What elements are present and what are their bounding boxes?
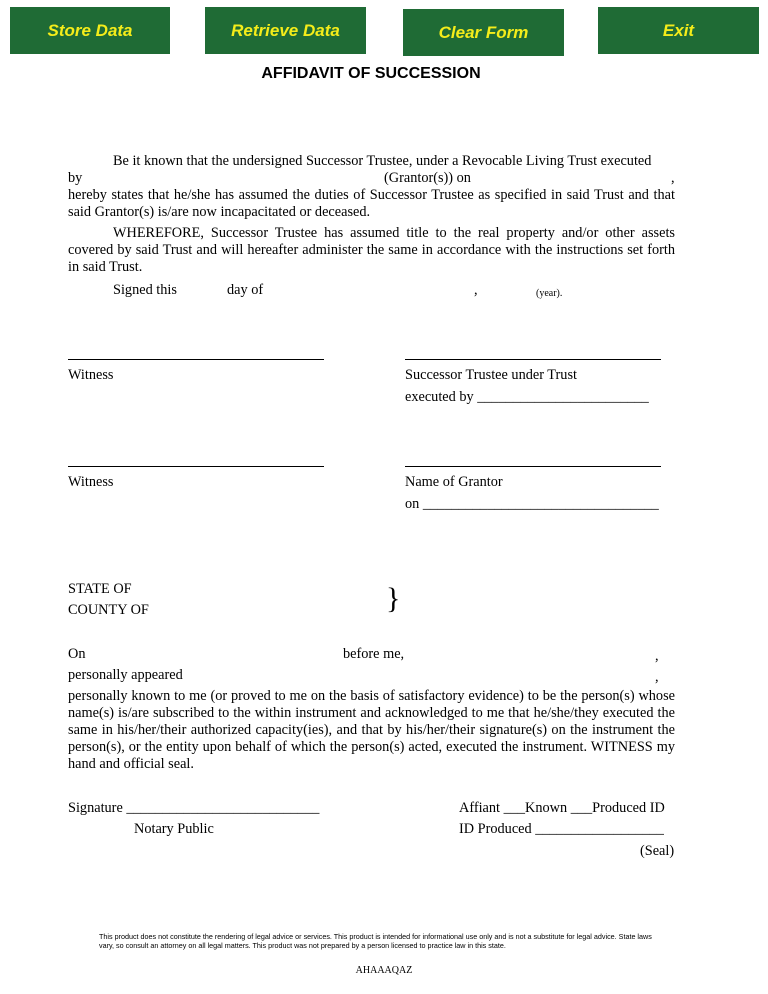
- on-label: On: [68, 646, 86, 662]
- p1-comma: ,: [671, 170, 675, 186]
- appeared-comma: ,: [655, 669, 659, 685]
- name-of-grantor-label: Name of Grantor: [405, 474, 503, 490]
- p1-rest: hereby states that he/she has assumed the duties of Successor Trustee as specified in said Trust and that said Grantor(s) is/are now incapacitated or deceased.: [68, 187, 675, 220]
- grantor-on-field: on _________________________________: [405, 496, 659, 512]
- day-of: day of: [227, 282, 264, 298]
- retrieve-data-button[interactable]: Retrieve Data: [205, 7, 366, 54]
- p2-wherefore: WHEREFORE, Successor Trustee has assumed title to the real property and/or other assets covered by said Trust and will hereafter administer the same in accordance with the instructions set forth in said Trust.: [68, 225, 675, 275]
- year-label: (year).: [536, 288, 563, 299]
- exit-button[interactable]: Exit: [598, 7, 759, 54]
- state-of-label: STATE OF: [68, 581, 132, 597]
- notary-public-label: Notary Public: [134, 821, 214, 837]
- p3-acknowledgment: personally known to me (or proved to me on the basis of satisfactory evidence) to be the person(s) whose name(s) is/are subscribed to the within instrument and acknowledged to me that he/she/they executed the same in his/her/their authorized capacity(ies), and that by his/her/their signature(s) on the instrument the person(s), or the entity upon behalf of which the person(s) acted, executed the instrument. WITNESS my hand and official seal.: [68, 688, 675, 772]
- county-of-label: COUNTY OF: [68, 602, 149, 618]
- affiant-field: Affiant ___Known ___Produced ID: [459, 800, 665, 816]
- form-code: AHAAAQAZ: [355, 965, 413, 976]
- legal-disclaimer: This product does not constitute the rendering of legal advice or services. This product is intended for informational use only and is not a substitute for legal advice. State laws vary, so consult an attorney on all legal matters. This product was not prepared by a person licensed to practice law in this state.: [99, 932, 652, 950]
- seal-label: (Seal): [640, 843, 675, 859]
- clear-form-button[interactable]: Clear Form: [403, 9, 564, 56]
- p1-by: by: [68, 170, 83, 186]
- p1-line1: Be it known that the undersigned Successor Trustee, under a Revocable Living Trust executed: [113, 153, 652, 169]
- signed-this: Signed this: [113, 282, 177, 298]
- notary-signature-field: Signature ___________________________: [68, 800, 320, 816]
- store-data-button[interactable]: Store Data: [10, 7, 170, 54]
- executed-by-field: executed by ________________________: [405, 389, 649, 405]
- grantor-name-line[interactable]: [405, 466, 661, 467]
- witness1-label: Witness: [68, 367, 114, 383]
- before-me-comma: ,: [655, 648, 659, 664]
- brace-symbol: }: [386, 582, 401, 615]
- witness1-signature-line[interactable]: [68, 359, 324, 360]
- p1-grantors: (Grantor(s)) on: [384, 170, 471, 186]
- successor-trustee-label: Successor Trustee under Trust: [405, 367, 577, 383]
- id-produced-field: ID Produced __________________: [459, 821, 664, 837]
- before-me-label: before me,: [343, 646, 405, 662]
- signed-comma: ,: [474, 282, 478, 298]
- witness2-label: Witness: [68, 474, 114, 490]
- witness2-signature-line[interactable]: [68, 466, 324, 467]
- personally-appeared-label: personally appeared: [68, 667, 183, 683]
- document-title: AFFIDAVIT OF SUCCESSION: [261, 65, 481, 82]
- trustee-signature-line[interactable]: [405, 359, 661, 360]
